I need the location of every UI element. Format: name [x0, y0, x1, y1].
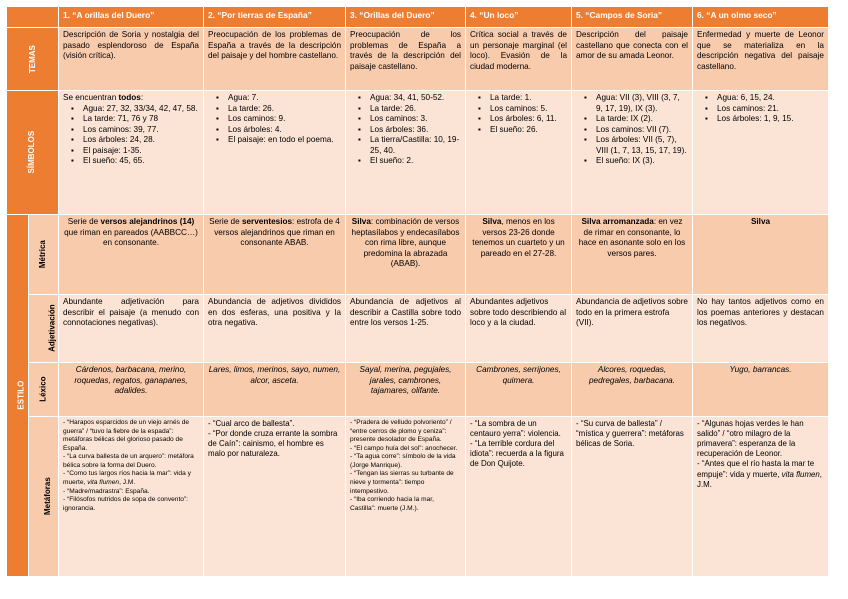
- metrica-cell-3: Silva: combinación de versos heptasílabos y endecasílabos con rima libre, aunque predomina la abrazada (ABAB).: [346, 215, 466, 295]
- header-poem-3: 3. “Orillas del Duero”: [346, 7, 466, 28]
- metrica-row: [7, 215, 829, 295]
- simbolos-cell-6: [693, 91, 829, 215]
- adjetivacion-label: Adjetivación: [29, 295, 59, 363]
- list-item: ▪ El paisaje: 1-35.: [83, 146, 199, 157]
- comparison-table-container: [6, 6, 828, 577]
- temas-row: [7, 28, 829, 91]
- list-item: ▪ La tarde: 26.: [370, 104, 461, 115]
- lexico-cell-3: Sayal, merina, pegujales, jarales, cambrones, tajamares, olifante.: [346, 363, 466, 417]
- header-row: [7, 7, 829, 28]
- list-item: ▪ Agua: VII (3), VIII (3, 7, 9, 17, 19), IX (3).: [596, 93, 688, 114]
- lexico-cell-1: Cárdenos, barbacana, merino, roquedas, regatos, ganapanes, adalides.: [59, 363, 204, 417]
- list-item: ▪ La tarde: 71, 76 y 78: [83, 114, 199, 125]
- list-item: ▪ La tarde: IX (2).: [596, 114, 688, 125]
- list-item: ▪ Los caminos: 39, 77.: [83, 125, 199, 136]
- metrica-cell-2: Serie de serventesios: estrofa de 4 versos alejandrinos que riman en consonante ABAB.: [204, 215, 346, 295]
- list-item: ▪ El sueño: 45, 65.: [83, 156, 199, 167]
- list-item: ▪ Agua: 27, 32, 33/34, 42, 47, 58.: [83, 104, 199, 115]
- header-poem-6: 6. “A un olmo seco”: [693, 7, 829, 28]
- adjetivacion-cell-3: Abundancia de adjetivos al describir a Castilla sobre todo entre los versos 1-25.: [346, 295, 466, 363]
- metaforas-cell-6: - “Algunas hojas verdes le han salido” / “otro milagro de la primavera”: esperanza de la recuperación de Leonor. - “Antes que el río hasta la mar te empuje”: vida y muerte, vita flumen, J.M.: [693, 417, 829, 577]
- list-item: ▪ Los caminos: VII (7).: [596, 125, 688, 136]
- metrica-cell-4: Silva, menos en los versos 23-26 donde tenemos un cuarteto y un pareado en el 27-28.: [466, 215, 572, 295]
- simbolos-cell-4: [466, 91, 572, 215]
- list-item: ▪ El paisaje: en todo el poema.: [228, 135, 341, 146]
- temas-cell-3: Preocupación de los problemas de España a través de la descripción del paisaje castellano.: [346, 28, 466, 91]
- simbolos-cell-3: [346, 91, 466, 215]
- adjetivacion-cell-1: Abundante adjetivación para describir el paisaje (a menudo con connotaciones negativas).: [59, 295, 204, 363]
- header-poem-2: 2. “Por tierras de España”: [204, 7, 346, 28]
- list-item: ▪ La tarde: 26.: [228, 104, 341, 115]
- metaforas-cell-4: - “La sombra de un centauro yerra”: violencia. - “La terrible cordura del idiota”: recuerda a la figura de Don Quijote.: [466, 417, 572, 577]
- header-poem-4: 4. “Un loco”: [466, 7, 572, 28]
- list-item: ▪ La tarde: 1.: [490, 93, 567, 104]
- list-item: ▪ Los árboles: 24, 28.: [83, 135, 199, 146]
- temas-cell-2: Preocupación de los problemas de España a través de la descripción del paisaje y del hombre castellano.: [204, 28, 346, 91]
- lexico-cell-6: Yugo, barrancas.: [693, 363, 829, 417]
- metaforas-label: Metáforas: [29, 417, 59, 577]
- header-poem-1: 1. “A orillas del Duero”: [59, 7, 204, 28]
- adjetivacion-row: [7, 295, 829, 363]
- lexico-cell-2: Lares, limos, merinos, sayo, numen, alcor, asceta.: [204, 363, 346, 417]
- estilo-label: ESTILO: [7, 215, 29, 577]
- metrica-cell-5: Silva arromanzada: en vez de rimar en consonante, lo hace en asonante solo en los versos pares.: [572, 215, 693, 295]
- adjetivacion-cell-4: Abundantes adjetivos sobre todo describiendo al loco y a la ciudad.: [466, 295, 572, 363]
- lexico-cell-5: Alcores, roquedas, pedregales, barbacana.: [572, 363, 693, 417]
- simbolos-row: [7, 91, 829, 215]
- simbolos-cell-5: [572, 91, 693, 215]
- temas-cell-4: Crítica social a través de un personaje marginal (el loco). Evasión de la ciudad moderna.: [466, 28, 572, 91]
- metaforas-cell-5: - “Su curva de ballesta” / “mística y guerrera”: metáforas bélicas de Soria.: [572, 417, 693, 577]
- temas-cell-6: Enfermedad y muerte de Leonor que se materializa en la descripción negativa del paisaje castellano.: [693, 28, 829, 91]
- list-item: ▪ Los caminos: 9.: [228, 114, 341, 125]
- metaforas-cell-2: - “Cual arco de ballesta”. - “Por donde cruza errante la sombra de Caín”: cainismo, el hombre es malo por naturaleza.: [204, 417, 346, 577]
- temas-label: TEMAS: [7, 28, 59, 91]
- metaforas-row: [7, 417, 829, 577]
- metrica-label: Métrica: [29, 215, 59, 295]
- poems-comparison-table: [6, 6, 829, 577]
- header-poem-5: 5. “Campos de Soria”: [572, 7, 693, 28]
- list-item: ▪ Los caminos: 3.: [370, 114, 461, 125]
- list-item: ▪ Los caminos: 5.: [490, 104, 567, 115]
- list-item: ▪ Los árboles: 36.: [370, 125, 461, 136]
- temas-cell-5: Descripción del paisaje castellano que conecta con el amor de su amada Leonor.: [572, 28, 693, 91]
- lexico-row: [7, 363, 829, 417]
- list-item: ▪ Los árboles: 4.: [228, 125, 341, 136]
- metrica-cell-1: Serie de versos alejandrinos (14) que riman en pareados (AABBCC…) en consonante.: [59, 215, 204, 295]
- metrica-cell-6: Silva: [693, 215, 829, 295]
- list-item: ▪ El sueño: IX (3).: [596, 156, 688, 167]
- list-item: ▪ Los árboles: 1, 9, 15.: [717, 114, 824, 125]
- list-item: ▪ Agua: 6, 15, 24.: [717, 93, 824, 104]
- list-item: ▪ Los árboles: 6, 11.: [490, 114, 567, 125]
- lexico-label: Léxico: [29, 363, 59, 417]
- list-item: ▪ El sueño: 26.: [490, 125, 567, 136]
- list-item: ▪ Los árboles: VII (5, 7), VIII (1, 7, 13, 15, 17, 19).: [596, 135, 688, 156]
- list-item: ▪ Agua: 34, 41, 50-52.: [370, 93, 461, 104]
- list-item: ▪ El sueño: 2.: [370, 156, 461, 167]
- adjetivacion-cell-2: Abundancia de adjetivos divididos en dos esferas, una positiva y la otra negativa.: [204, 295, 346, 363]
- metaforas-cell-1: - “Harapos esparcidos de un viejo arnés de guerra” / “tuvo la fiebre de la espada”: metáforas bélicas del glorioso pasado de España. - “La curva ballesta de un arquero”: metáfora bélica sobre la forma del Duero. - “Como tus largos ríos hacia la mar”: vida y muerte, vita flumen, J.M. - “Madre/madrastra”: España. - “Filósofos nutridos de sopa de convento”: ignorancia.: [59, 417, 204, 577]
- simbolos-cell-2: [204, 91, 346, 215]
- simbolos-label: SÍMBOLOS: [7, 91, 59, 215]
- simbolos-cell-1: Se encuentran todos: ▪ Agua: 27, 32, 33/34, 42, 47, 58. ▪ La tarde: 71, 76 y 78 ▪ Los caminos: 39, 77. ▪ Los árboles: 24, 28. ▪ El paisaje: 1-35. ▪ El sueño: 45, 65.: [59, 91, 204, 215]
- temas-cell-1: Descripción de Soria y nostalgia del pasado esplendoroso de España (visión crítica).: [59, 28, 204, 91]
- lexico-cell-4: Cambrones, serrijones, quimera.: [466, 363, 572, 417]
- adjetivacion-cell-5: Abundancia de adjetivos sobre todo en la primera estrofa (VII).: [572, 295, 693, 363]
- metaforas-cell-3: - “Pradera de velludo polvoriento” / “entre cerros de plomo y ceniza”: presente desolador de España. - “El campo huía del sol”: anochecer. - “Ta agua corre”: símbolo de la vida (Jorge Manrique). - “Tengan las sierras su turbante de nieve y tormenta”: tiempo intempestivo. - “Iba corriendo hacia la mar, Castilla”: muerte (J.M.).: [346, 417, 466, 577]
- header-corner: [7, 7, 59, 28]
- adjetivacion-cell-6: No hay tantos adjetivos como en los poemas anteriores y destacan los negativos.: [693, 295, 829, 363]
- list-item: ▪ La tierra/Castilla: 10, 19-25, 40.: [370, 135, 461, 156]
- list-item: ▪ Los caminos: 21.: [717, 104, 824, 115]
- list-item: ▪ Agua: 7.: [228, 93, 341, 104]
